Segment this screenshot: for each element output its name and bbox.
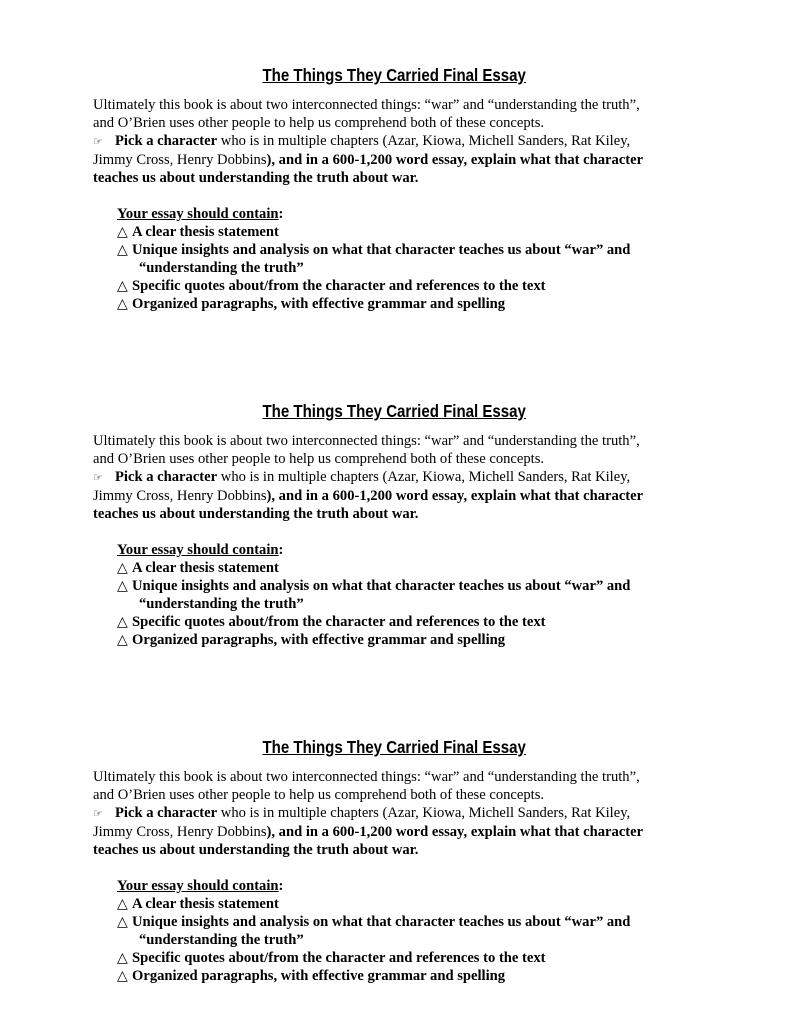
pick-instruction-text: ), and in a 600-1,200 word essay, explain what that character bbox=[266, 488, 644, 504]
pick-bold-text: Pick a character bbox=[115, 805, 218, 821]
requirement-item-continued: “understanding the truth” bbox=[139, 260, 304, 276]
requirement-item: △ Specific quotes about/from the character and references to the text bbox=[117, 278, 546, 294]
pick-line: teaches us about understanding the truth about war. bbox=[93, 170, 419, 186]
pointing-hand-icon: ☞ bbox=[93, 471, 103, 484]
triangle-bullet-icon: △ bbox=[117, 296, 128, 312]
requirement-item: △ Organized paragraphs, with effective grammar and spelling bbox=[117, 632, 506, 648]
requirement-item: △ A clear thesis statement bbox=[117, 560, 279, 576]
assignment-paragraph bbox=[93, 432, 703, 523]
requirements-heading: Your essay should contain: bbox=[117, 878, 284, 894]
requirements-heading: Your essay should contain: bbox=[117, 206, 284, 222]
requirements-list bbox=[117, 205, 791, 313]
essay-handout-section-1 bbox=[0, 62, 791, 313]
requirement-item: △ Unique insights and analysis on what that character teaches us about “war” and bbox=[117, 914, 631, 930]
pick-line: teaches us about understanding the truth about war. bbox=[93, 842, 419, 858]
requirement-item: △ Organized paragraphs, with effective grammar and spelling bbox=[117, 968, 506, 984]
pick-bold-text: Pick a character bbox=[115, 133, 218, 149]
pointing-hand-icon: ☞ bbox=[93, 807, 103, 820]
requirement-item: △ Specific quotes about/from the character and references to the text bbox=[117, 614, 546, 630]
intro-line: Ultimately this book is about two interconnected things: “war” and “understanding the truth”, bbox=[93, 97, 640, 113]
intro-line: Ultimately this book is about two interconnected things: “war” and “understanding the truth”, bbox=[93, 433, 640, 449]
triangle-bullet-icon: △ bbox=[117, 896, 128, 912]
essay-title: The Things They Carried Final Essay bbox=[262, 65, 526, 85]
pick-names-text: Jimmy Cross, Henry Dobbins bbox=[93, 824, 267, 840]
pick-names-text: Jimmy Cross, Henry Dobbins bbox=[93, 488, 267, 504]
triangle-bullet-icon: △ bbox=[117, 242, 128, 258]
intro-line: and O’Brien uses other people to help us comprehend both of these concepts. bbox=[93, 451, 545, 467]
essay-handout-section-2 bbox=[0, 398, 791, 649]
pick-line: teaches us about understanding the truth about war. bbox=[93, 506, 419, 522]
triangle-bullet-icon: △ bbox=[117, 224, 128, 240]
triangle-bullet-icon: △ bbox=[117, 950, 128, 966]
pick-instruction-text: ), and in a 600-1,200 word essay, explain what that character bbox=[266, 824, 644, 840]
pick-line bbox=[93, 468, 703, 487]
triangle-bullet-icon: △ bbox=[117, 614, 128, 630]
requirements-list bbox=[117, 541, 791, 649]
pick-bold-text: Pick a character bbox=[115, 469, 218, 485]
requirement-item: △ A clear thesis statement bbox=[117, 224, 279, 240]
pick-rest-text: who is in multiple chapters (Azar, Kiowa, Michell Sanders, Rat Kiley, bbox=[217, 469, 631, 485]
essay-handout-section-3 bbox=[0, 734, 791, 985]
requirements-list bbox=[117, 877, 791, 985]
essay-title: The Things They Carried Final Essay bbox=[262, 401, 526, 421]
pick-line bbox=[93, 132, 703, 151]
triangle-bullet-icon: △ bbox=[117, 578, 128, 594]
requirements-heading: Your essay should contain: bbox=[117, 542, 284, 558]
pick-rest-text: who is in multiple chapters (Azar, Kiowa, Michell Sanders, Rat Kiley, bbox=[217, 133, 631, 149]
intro-line: and O’Brien uses other people to help us comprehend both of these concepts. bbox=[93, 787, 545, 803]
triangle-bullet-icon: △ bbox=[117, 632, 128, 648]
assignment-paragraph bbox=[93, 96, 703, 187]
pick-instruction-text: ), and in a 600-1,200 word essay, explain what that character bbox=[266, 152, 644, 168]
pick-line bbox=[93, 487, 703, 505]
pick-line bbox=[93, 823, 703, 841]
requirement-item: △ A clear thesis statement bbox=[117, 896, 279, 912]
requirement-item-continued: “understanding the truth” bbox=[139, 596, 304, 612]
requirement-item: △ Unique insights and analysis on what that character teaches us about “war” and bbox=[117, 578, 631, 594]
requirement-item: △ Organized paragraphs, with effective grammar and spelling bbox=[117, 296, 506, 312]
assignment-paragraph bbox=[93, 768, 703, 859]
triangle-bullet-icon: △ bbox=[117, 968, 128, 984]
requirement-item: △ Unique insights and analysis on what that character teaches us about “war” and bbox=[117, 242, 631, 258]
triangle-bullet-icon: △ bbox=[117, 914, 128, 930]
triangle-bullet-icon: △ bbox=[117, 278, 128, 294]
requirement-item-continued: “understanding the truth” bbox=[139, 932, 304, 948]
pointing-hand-icon: ☞ bbox=[93, 135, 103, 148]
pick-names-text: Jimmy Cross, Henry Dobbins bbox=[93, 152, 267, 168]
essay-title: The Things They Carried Final Essay bbox=[262, 737, 526, 757]
intro-line: and O’Brien uses other people to help us comprehend both of these concepts. bbox=[93, 115, 545, 131]
triangle-bullet-icon: △ bbox=[117, 560, 128, 576]
requirement-item: △ Specific quotes about/from the character and references to the text bbox=[117, 950, 546, 966]
pick-line bbox=[93, 151, 703, 169]
pick-line bbox=[93, 804, 703, 823]
pick-rest-text: who is in multiple chapters (Azar, Kiowa, Michell Sanders, Rat Kiley, bbox=[217, 805, 631, 821]
intro-line: Ultimately this book is about two interconnected things: “war” and “understanding the truth”, bbox=[93, 769, 640, 785]
